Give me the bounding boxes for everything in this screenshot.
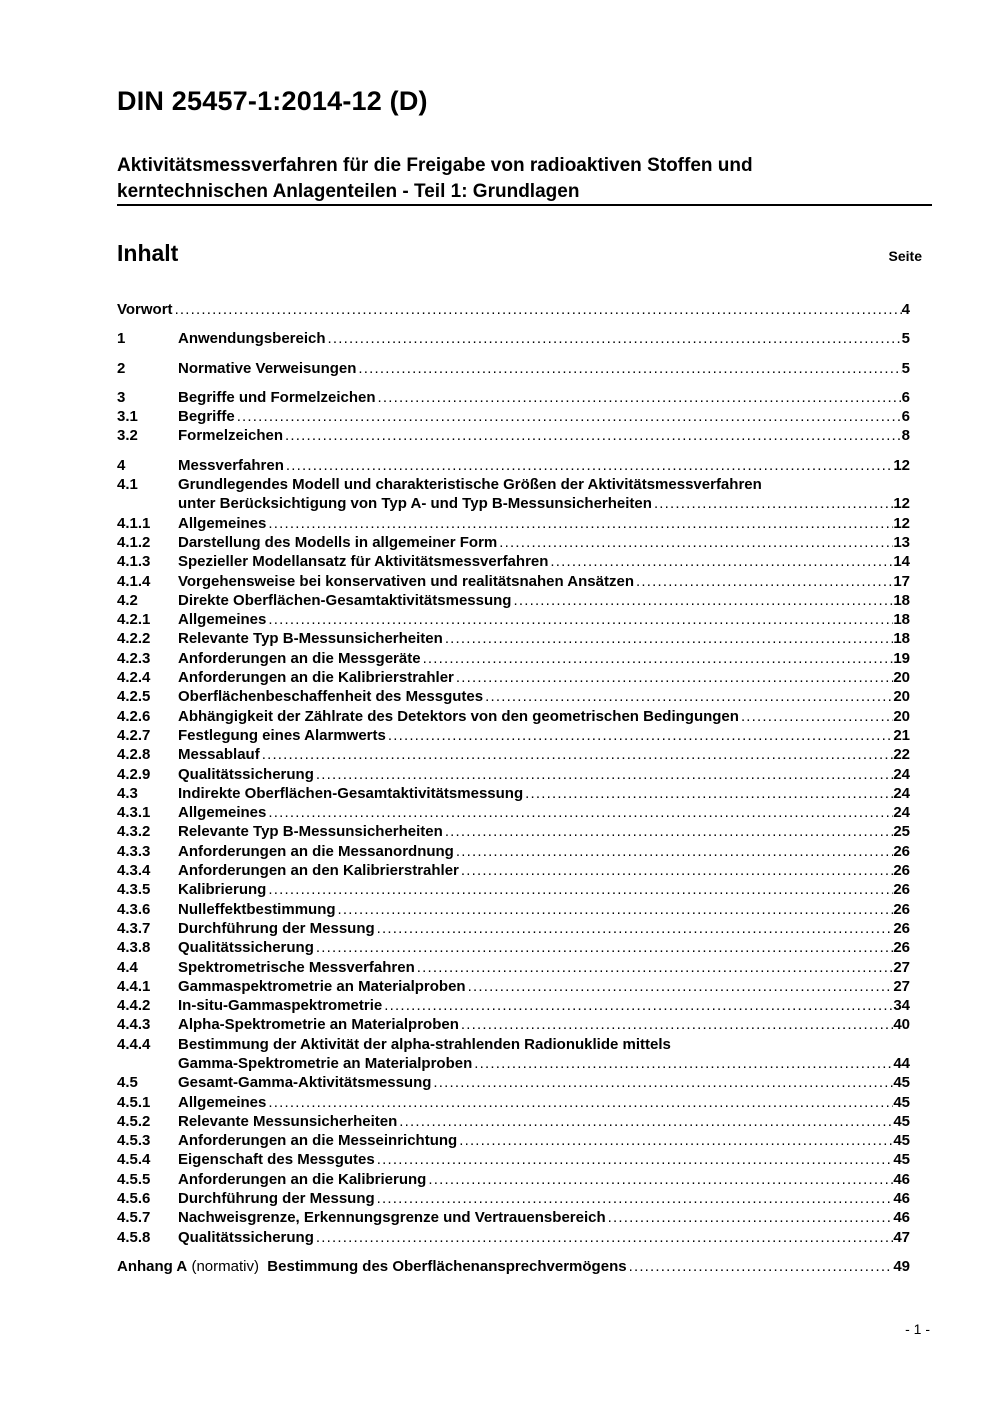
toc-dot-leader bbox=[431, 1073, 893, 1092]
toc-entry-title: Kalibrierung bbox=[178, 881, 267, 899]
toc-dot-leader bbox=[466, 977, 894, 996]
toc-entry-number: 4.1.3 bbox=[117, 553, 151, 571]
toc-entry-page: 45 bbox=[893, 1074, 910, 1092]
toc-entry-title: Anforderungen an die Messeinrichtung bbox=[178, 1132, 458, 1150]
toc-entry-title: Allgemeines bbox=[178, 804, 267, 822]
toc-entry-title: Anforderungen an die Kalibrierung bbox=[178, 1170, 427, 1188]
toc-row bbox=[117, 552, 932, 571]
toc-entry-page: 12 bbox=[893, 495, 910, 513]
toc-entry-page: 8 bbox=[901, 427, 910, 445]
toc-entry-title: Vorgehensweise bei konservativen und realitätsnahen Ansätzen bbox=[178, 572, 634, 590]
toc-entry-number: 4.3.6 bbox=[117, 900, 151, 918]
toc-entry-title: Spezieller Modellansatz für Aktivitätsmessverfahren bbox=[178, 553, 549, 571]
toc-row bbox=[117, 649, 932, 668]
toc-entry-page: 18 bbox=[893, 630, 910, 648]
toc-entry-title: Normative Verweisungen bbox=[178, 359, 357, 377]
toc-row bbox=[117, 591, 932, 610]
toc-row bbox=[117, 668, 932, 687]
toc-row bbox=[117, 300, 932, 319]
toc-entry-page: 6 bbox=[901, 388, 910, 406]
toc-row bbox=[117, 784, 932, 803]
toc-dot-leader bbox=[459, 1015, 893, 1034]
toc-entry-number: 4.4.4 bbox=[117, 1035, 151, 1053]
toc-entry-title: Qualitätssicherung bbox=[178, 765, 314, 783]
toc-entry-title: Indirekte Oberflächen-Gesamtaktivitätsmessung bbox=[178, 784, 524, 802]
toc-entry-title: Anforderungen an die Kalibrierstrahler bbox=[178, 669, 454, 687]
toc-entry-number: 4.4.1 bbox=[117, 977, 151, 995]
toc-dot-leader bbox=[375, 919, 894, 938]
toc-dot-leader bbox=[511, 591, 893, 610]
toc-entry-number: 4.3.4 bbox=[117, 862, 151, 880]
toc-entry-page: 20 bbox=[893, 688, 910, 706]
toc-entry-number: 4.2.6 bbox=[117, 707, 151, 725]
toc-entry-page: 26 bbox=[893, 919, 910, 937]
toc-entry-number: 4.3.1 bbox=[117, 804, 151, 822]
toc-row bbox=[117, 456, 932, 475]
toc-entry-number: 4.4.3 bbox=[117, 1016, 151, 1034]
contents-heading: Inhalt bbox=[117, 240, 179, 266]
toc-row bbox=[117, 822, 932, 841]
toc-entry-title: Nulleffektbestimmung bbox=[178, 900, 336, 918]
toc-entry-title: Grundlegendes Modell und charakteristische Größen der Aktivitätsmessverfahren bbox=[178, 476, 762, 494]
toc-entry-title: Formelzeichen bbox=[178, 427, 284, 445]
toc-row bbox=[117, 533, 932, 552]
toc-entry-title: unter Berücksichtigung von Typ A- und Typ B-Messunsicherheiten bbox=[178, 495, 652, 513]
toc-row bbox=[117, 687, 932, 706]
toc-dot-leader bbox=[472, 1054, 893, 1073]
toc-entry-title: Gammaspektrometrie an Materialproben bbox=[178, 977, 466, 995]
toc-dot-leader bbox=[376, 388, 902, 407]
toc-annex-qualifier: (normativ) bbox=[187, 1257, 268, 1275]
toc-entry-page: 12 bbox=[893, 514, 910, 532]
toc-row bbox=[117, 1170, 932, 1189]
toc-entry-title: Anforderungen an den Kalibrierstrahler bbox=[178, 862, 459, 880]
toc-entry-number: 4.5.3 bbox=[117, 1132, 151, 1150]
toc-entry-title: Direkte Oberflächen-Gesamtaktivitätsmessung bbox=[178, 591, 512, 609]
toc-row bbox=[117, 1112, 932, 1131]
toc-dot-leader bbox=[443, 629, 894, 648]
toc-entry-title: Allgemeines bbox=[178, 514, 267, 532]
toc-entry-number: 4.5.8 bbox=[117, 1228, 151, 1246]
toc-entry-page: 17 bbox=[893, 572, 910, 590]
toc-row bbox=[117, 329, 932, 348]
toc-entry-number: 4.2.9 bbox=[117, 765, 151, 783]
toc-row bbox=[117, 1150, 932, 1169]
toc-entry-page: 40 bbox=[893, 1016, 910, 1034]
toc-entry-page: 5 bbox=[901, 330, 910, 348]
toc-entry-page: 46 bbox=[893, 1209, 910, 1227]
toc-dot-leader bbox=[459, 861, 893, 880]
toc-entry-number: 4.5.2 bbox=[117, 1112, 151, 1130]
toc-entry-page: 20 bbox=[893, 669, 910, 687]
toc-entry-number: 4.3.7 bbox=[117, 919, 151, 937]
toc-entry-number: 4.2.4 bbox=[117, 669, 151, 687]
toc-entry-page: 25 bbox=[893, 823, 910, 841]
toc-entry-number: 4.3 bbox=[117, 784, 138, 802]
toc-dot-leader bbox=[266, 880, 893, 899]
toc-row bbox=[117, 1093, 932, 1112]
toc-entry-title: Festlegung eines Alarmwerts bbox=[178, 726, 386, 744]
toc-entry-page: 20 bbox=[893, 707, 910, 725]
toc-entry-title: Nachweisgrenze, Erkennungsgrenze und Vertrauensbereich bbox=[178, 1209, 606, 1227]
toc-dot-leader bbox=[356, 359, 901, 378]
toc-row bbox=[117, 1228, 932, 1247]
toc-row bbox=[117, 475, 932, 494]
toc-row bbox=[117, 572, 932, 591]
toc-entry-title: Qualitätssicherung bbox=[178, 939, 314, 957]
doc-title bbox=[117, 153, 932, 205]
toc-row bbox=[117, 514, 932, 533]
toc-entry-page: 5 bbox=[901, 359, 910, 377]
toc-dot-leader bbox=[266, 1093, 893, 1112]
toc-row bbox=[117, 1054, 932, 1073]
toc-dot-leader bbox=[314, 1228, 893, 1247]
toc-entry-page: 22 bbox=[893, 746, 910, 764]
toc-entry-title: Messablauf bbox=[178, 746, 260, 764]
toc-row bbox=[117, 900, 932, 919]
toc-dot-leader bbox=[548, 552, 893, 571]
toc-entry-title: Allgemeines bbox=[178, 1093, 267, 1111]
doc-number: DIN 25457-1:2014-12 (D) bbox=[117, 86, 428, 116]
toc-entry-title: Durchführung der Messung bbox=[178, 1190, 375, 1208]
toc-entry-page: 27 bbox=[893, 958, 910, 976]
doc-title-line-2: kerntechnischen Anlagenteilen - Teil 1: Grundlagen bbox=[117, 181, 580, 202]
toc-row bbox=[117, 359, 932, 378]
toc-row bbox=[117, 958, 932, 977]
toc-entry-page: 46 bbox=[893, 1190, 910, 1208]
toc-entry-title: Messverfahren bbox=[178, 456, 284, 474]
toc-row bbox=[117, 1131, 932, 1150]
toc-entry-number: 4.3.3 bbox=[117, 842, 151, 860]
toc-entry-title: Anwendungsbereich bbox=[178, 330, 326, 348]
toc-dot-leader bbox=[375, 1150, 894, 1169]
toc-entry-number: 4.5 bbox=[117, 1074, 138, 1092]
toc-entry-page: 12 bbox=[893, 456, 910, 474]
toc-dot-leader bbox=[497, 533, 893, 552]
toc-row bbox=[117, 494, 932, 513]
toc-entry-number: 4.5.4 bbox=[117, 1151, 151, 1169]
toc-entry-title: Relevante Typ B-Messunsicherheiten bbox=[178, 630, 443, 648]
toc-entry-page: 45 bbox=[893, 1112, 910, 1130]
toc-entry-number: 3.2 bbox=[117, 427, 138, 445]
toc-row bbox=[117, 726, 932, 745]
toc-entry-number: 4.2.7 bbox=[117, 726, 151, 744]
toc-dot-leader bbox=[284, 456, 893, 475]
toc-dot-leader bbox=[652, 494, 893, 513]
toc-entry-page: 27 bbox=[893, 977, 910, 995]
toc-row bbox=[117, 861, 932, 880]
toc-row bbox=[117, 426, 932, 445]
doc-title-line-1: Aktivitätsmessverfahren für die Freigabe von radioaktiven Stoffen und bbox=[117, 155, 753, 176]
toc-dot-leader bbox=[266, 803, 893, 822]
toc-entry-title: Abhängigkeit der Zählrate des Detektors von den geometrischen Bedingungen bbox=[178, 707, 739, 725]
toc-entry-page: 45 bbox=[893, 1132, 910, 1150]
toc-entry-title: Qualitätssicherung bbox=[178, 1228, 314, 1246]
toc-entry-title: Begriffe und Formelzeichen bbox=[178, 388, 376, 406]
toc-entry-page: 46 bbox=[893, 1170, 910, 1188]
toc-dot-leader bbox=[314, 765, 893, 784]
toc-entry-page: 24 bbox=[893, 784, 910, 802]
toc-entry-title: Gamma-Spektrometrie an Materialproben bbox=[178, 1054, 473, 1072]
toc-entry-title: Relevante Typ B-Messunsicherheiten bbox=[178, 823, 443, 841]
toc-dot-leader bbox=[421, 649, 894, 668]
toc-entry-number: 4.5.1 bbox=[117, 1093, 151, 1111]
toc-row bbox=[117, 745, 932, 764]
toc-dot-leader bbox=[260, 745, 894, 764]
toc-entry-number: 4.3.2 bbox=[117, 823, 151, 841]
toc-dot-leader bbox=[523, 784, 893, 803]
toc-dot-leader bbox=[443, 822, 894, 841]
toc-dot-leader bbox=[266, 514, 893, 533]
toc-dot-leader bbox=[739, 707, 893, 726]
toc-entry-page: 45 bbox=[893, 1093, 910, 1111]
toc-annex-title: Bestimmung des Oberflächenansprechvermögens bbox=[267, 1257, 627, 1275]
toc-entry-page: 26 bbox=[893, 862, 910, 880]
toc-entry-number: 4.3.8 bbox=[117, 939, 151, 957]
toc-entry-page: 26 bbox=[893, 842, 910, 860]
toc-annex-label: Anhang A bbox=[117, 1257, 188, 1275]
toc-row bbox=[117, 1015, 932, 1034]
toc-entry-title: Eigenschaft des Messgutes bbox=[178, 1151, 375, 1169]
toc-row bbox=[117, 1208, 932, 1227]
toc-entry-number: 4.1.4 bbox=[117, 572, 151, 590]
toc-dot-leader bbox=[634, 572, 893, 591]
toc-row bbox=[117, 388, 932, 407]
toc-entry-number: 4 bbox=[117, 456, 126, 474]
toc-entry-title bbox=[117, 1257, 627, 1276]
toc-dot-leader bbox=[457, 1131, 893, 1150]
toc-dot-leader bbox=[266, 610, 893, 629]
toc-dot-leader bbox=[415, 958, 894, 977]
page-column-label: Seite bbox=[888, 248, 922, 264]
toc-row bbox=[117, 1073, 932, 1092]
toc-dot-leader bbox=[235, 407, 902, 426]
toc-entry-number: 3.1 bbox=[117, 408, 138, 426]
toc-row bbox=[117, 803, 932, 822]
toc-entry-page: 26 bbox=[893, 881, 910, 899]
toc-entry-number: 2 bbox=[117, 359, 126, 377]
toc-entry-number: 4.1.2 bbox=[117, 533, 151, 551]
toc-entry-title: Gesamt-Gamma-Aktivitätsmessung bbox=[178, 1074, 432, 1092]
toc-entry-number: 4.2.3 bbox=[117, 649, 151, 667]
toc-entry-number: 4.5.7 bbox=[117, 1209, 151, 1227]
toc-entry-title: Begriffe bbox=[178, 408, 235, 426]
toc-dot-leader bbox=[326, 329, 902, 348]
toc-dot-leader bbox=[483, 687, 893, 706]
toc-entry-number: 4.2 bbox=[117, 591, 138, 609]
toc-dot-leader bbox=[627, 1257, 894, 1276]
toc-dot-leader bbox=[454, 668, 893, 687]
toc-entry-title: Vorwort bbox=[117, 301, 173, 318]
toc-entry-number: 4.4.2 bbox=[117, 997, 151, 1015]
toc-dot-leader bbox=[426, 1170, 893, 1189]
toc-row bbox=[117, 938, 932, 957]
toc-entry-number: 3 bbox=[117, 388, 126, 406]
toc-entry-number: 4.2.5 bbox=[117, 688, 151, 706]
toc-dot-leader bbox=[454, 842, 893, 861]
toc-entry-page: 6 bbox=[901, 408, 910, 426]
toc-entry-page: 19 bbox=[893, 649, 910, 667]
toc-entry-page: 49 bbox=[893, 1257, 910, 1275]
toc-entry-number: 4.2.8 bbox=[117, 746, 151, 764]
toc-entry-title: Allgemeines bbox=[178, 611, 267, 629]
toc-entry-title: Spektrometrische Messverfahren bbox=[178, 958, 415, 976]
toc-entry-title: Darstellung des Modells in allgemeiner Form bbox=[178, 533, 498, 551]
toc-dot-leader bbox=[336, 900, 894, 919]
toc-entry-number: 4.2.1 bbox=[117, 611, 151, 629]
toc-entry-number: 4.4 bbox=[117, 958, 138, 976]
toc-row bbox=[117, 707, 932, 726]
toc-entry-number: 1 bbox=[117, 330, 126, 348]
toc-entry-number: 4.1.1 bbox=[117, 514, 151, 532]
toc-row bbox=[117, 996, 932, 1015]
toc-entry-page: 21 bbox=[893, 726, 910, 744]
toc-row bbox=[117, 919, 932, 938]
toc-row bbox=[117, 1257, 932, 1276]
toc-row bbox=[117, 610, 932, 629]
toc-entry-title: Anforderungen an die Messanordnung bbox=[178, 842, 454, 860]
title-divider bbox=[117, 204, 932, 206]
toc-row bbox=[117, 629, 932, 648]
toc-entry-page: 18 bbox=[893, 611, 910, 629]
toc-dot-leader bbox=[382, 996, 893, 1015]
toc-entry-title: Alpha-Spektrometrie an Materialproben bbox=[178, 1016, 459, 1034]
toc-row bbox=[117, 1035, 932, 1054]
toc-entry-number: 4.3.5 bbox=[117, 881, 151, 899]
toc-entry-page: 18 bbox=[893, 591, 910, 609]
toc-entry-page: 24 bbox=[893, 765, 910, 783]
toc-entry-number: 4.1 bbox=[117, 476, 138, 494]
toc-entry-page: 24 bbox=[893, 804, 910, 822]
toc-dot-leader bbox=[606, 1208, 894, 1227]
toc-entry-page: 14 bbox=[893, 553, 910, 571]
toc-dot-leader bbox=[386, 726, 893, 745]
toc-entry-page: 13 bbox=[893, 533, 910, 551]
toc-entry-number: 4.5.6 bbox=[117, 1190, 151, 1208]
table-of-contents bbox=[117, 300, 932, 1276]
toc-row bbox=[117, 765, 932, 784]
toc-entry-title: In-situ-Gammaspektrometrie bbox=[178, 997, 383, 1015]
toc-entry-page: 47 bbox=[893, 1228, 910, 1246]
toc-entry-page: 26 bbox=[893, 939, 910, 957]
toc-dot-leader bbox=[375, 1189, 894, 1208]
toc-entry-page: 4 bbox=[901, 301, 910, 318]
toc-row bbox=[117, 407, 932, 426]
toc-entry-title: Durchführung der Messung bbox=[178, 919, 375, 937]
toc-entry-number: 4.5.5 bbox=[117, 1170, 151, 1188]
toc-entry-title: Bestimmung der Aktivität der alpha-strahlenden Radionuklide mittels bbox=[178, 1035, 671, 1053]
toc-dot-leader bbox=[173, 300, 902, 319]
toc-row bbox=[117, 1189, 932, 1208]
document-page bbox=[117, 0, 932, 1403]
toc-entry-page: 26 bbox=[893, 900, 910, 918]
toc-entry-title: Oberflächenbeschaffenheit des Messgutes bbox=[178, 688, 484, 706]
toc-entry-number: 4.2.2 bbox=[117, 630, 151, 648]
toc-dot-leader bbox=[314, 938, 893, 957]
toc-entry-title: Relevante Messunsicherheiten bbox=[178, 1112, 398, 1130]
toc-entry-page: 44 bbox=[893, 1054, 910, 1072]
toc-dot-leader bbox=[397, 1112, 893, 1131]
toc-entry-title: Anforderungen an die Messgeräte bbox=[178, 649, 421, 667]
toc-row bbox=[117, 842, 932, 861]
toc-entry-page: 34 bbox=[893, 997, 910, 1015]
toc-row bbox=[117, 880, 932, 899]
toc-dot-leader bbox=[283, 426, 902, 445]
page-number-footer: - 1 - bbox=[905, 1321, 930, 1337]
toc-row bbox=[117, 977, 932, 996]
contents-header-row bbox=[117, 240, 932, 267]
toc-entry-page: 45 bbox=[893, 1151, 910, 1169]
